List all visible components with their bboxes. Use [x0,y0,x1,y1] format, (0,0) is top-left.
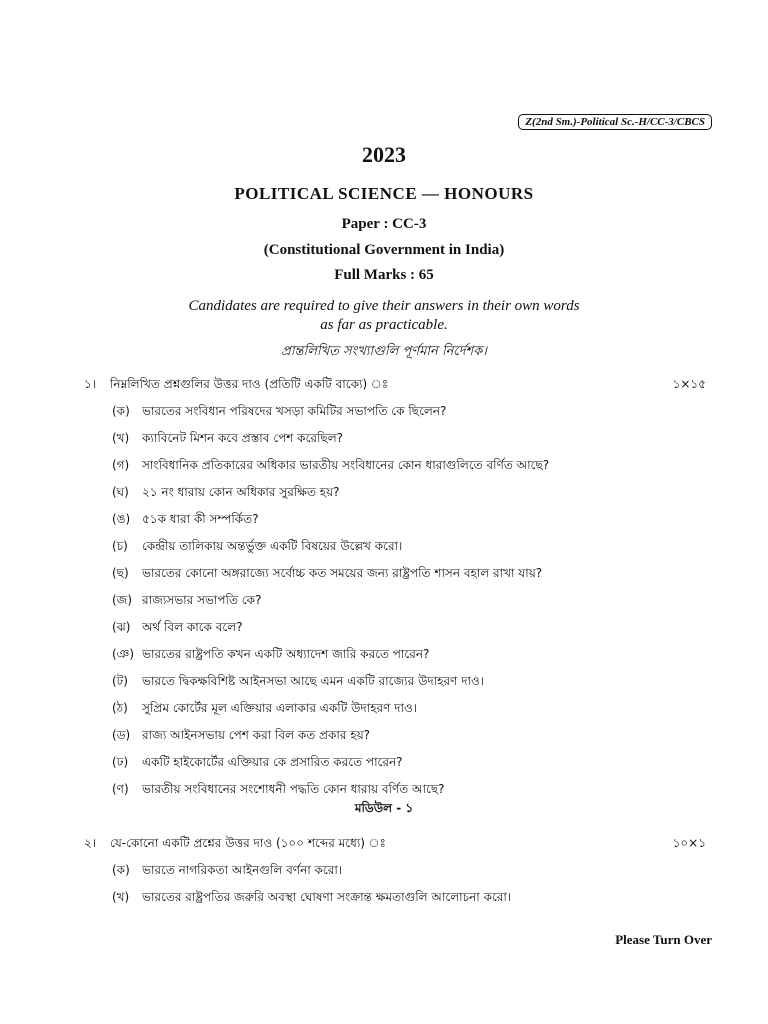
full-marks: Full Marks : 65 [334,267,434,283]
list-item: (গ) সাংবিধানিক প্রতিকারের অধিকার ভারতীয় সংবিধানের কোন ধারাগুলিতে বর্ণিত আছে? [112,458,550,472]
instruction-line-2: as far as practicable. [320,317,448,333]
instructions [0,297,768,335]
question-2-number: ২। [84,836,97,850]
question-1-text: নিম্নলিখিত প্রশ্নগুলির উত্তর দাও (প্রতিটি একটি বাক্যে) ঃ [110,377,389,391]
list-item: (ট) ভারতে দ্বিকক্ষবিশিষ্ট আইনসভা আছে এমন একটি রাজ্যের উদাহরণ দাও। [112,674,485,688]
question-1-number: ১। [84,377,97,391]
question-1-marks: ১×১৫ [672,377,706,391]
list-item: (ছ) ভারতের কোনো অঙ্গরাজ্যে সর্বোচ্চ কত সময়ের জন্য রাষ্ট্রপতি শাসন বহাল রাখা যায়? [112,566,543,580]
subject-title: POLITICAL SCIENCE — HONOURS [234,184,534,203]
paper-number: Paper : CC-3 [341,216,427,232]
list-item: (ক) ভারতে নাগরিকতা আইনগুলি বর্ণনা করো। [112,863,343,877]
list-item: (ঙ) ৫১ক ধারা কী সম্পর্কিত? [112,512,259,526]
module-heading: মডিউল - ১ [354,801,414,815]
list-item: (চ) কেন্দ্রীয় তালিকায় অন্তর্ভুক্ত একটি বিষয়ের উল্লেখ করো। [112,539,403,553]
list-item: (ড) রাজ্য আইনসভায় পেশ করা বিল কত প্রকার হয়? [112,728,371,742]
list-item: (ঞ) ভারতের রাষ্ট্রপতি কখন একটি অধ্যাদেশ জারি করতে পারেন? [112,647,430,661]
question-2-text: যে-কোনো একটি প্রশ্নের উত্তর দাও (১০০ শব্দের মধ্যে) ঃ [110,836,386,850]
list-item: (খ) ভারতের রাষ্ট্রপতির জরুরি অবস্থা ঘোষণা সংক্রান্ত ক্ষমতাগুলি আলোচনা করো। [112,890,512,904]
paper-code: Z(2nd Sm.)-Political Sc.-H/CC-3/CBCS [518,114,712,130]
list-item: (ঠ) সুপ্রিম কোর্টের মূল এক্তিয়ার এলাকার একটি উদাহরণ দাও। [112,701,418,715]
instruction-bengali: প্রান্তলিখিত সংখ্যাগুলি পূর্ণমান নির্দেশক। [281,344,487,359]
list-item: (জ) রাজ্যসভার সভাপতি কে? [112,593,262,607]
list-item: (ঝ) অর্থ বিল কাকে বলে? [112,620,243,634]
paper-title: (Constitutional Government in India) [263,242,505,258]
list-item: (ণ) ভারতীয় সংবিধানের সংশোধনী পদ্ধতি কোন ধারায় বর্ণিত আছে? [112,782,445,796]
exam-year: 2023 [362,142,406,167]
list-item: (ঢ) একটি হাইকোর্টের এক্তিয়ার কে প্রসারিত করতে পারেন? [112,755,403,769]
list-item: (ক) ভারতের সংবিধান পরিষদের খসড়া কমিটির সভাপতি কে ছিলেন? [112,404,447,418]
please-turn-over: Please Turn Over [615,932,712,947]
instruction-line-1: Candidates are required to give their answers in their own words [188,298,580,314]
list-item: (খ) ক্যাবিনেট মিশন কবে প্রস্তাব পেশ করেছিল? [112,431,344,445]
list-item: (ঘ) ২১ নং ধারায় কোন অধিকার সুরক্ষিত হয়? [112,485,340,499]
question-2-marks: ১০×১ [672,836,706,850]
